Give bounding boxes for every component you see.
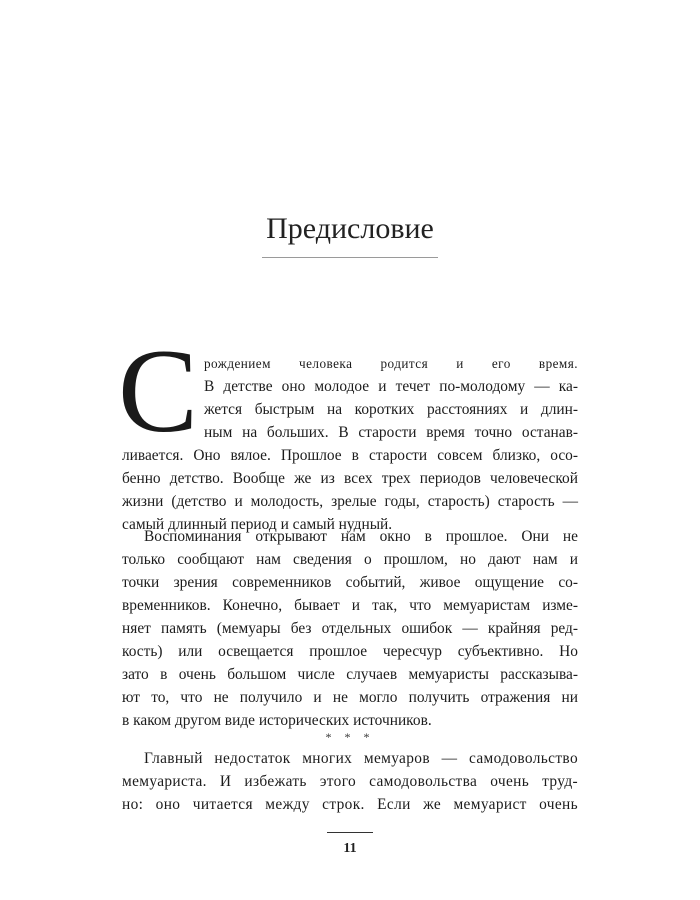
paragraph-2 [122,525,578,732]
text-line: няет память (мемуары без отдельных ошибок — крайняя ред- [122,620,578,637]
small-caps-opening: рождением человека родится и его время. [204,356,578,371]
text-line: временников. Конечно, бывает и так, что мемуаристам изме- [122,597,578,614]
text-line: жизни (детство и молодость, зрелые годы, старость) старость — [122,493,578,510]
text-line: ливается. Оно вялое. Прошлое в старости совсем близко, осо- [122,447,578,464]
section-separator: * * * [325,730,375,744]
page-number: 11 [343,841,357,856]
text-line: но: оно читается между строк. Если же мемуарист очень [122,796,578,813]
text-line: в каком другом виде исторических источников. [122,712,432,729]
page-number-rule [327,832,373,833]
text-line: Главный недостаток многих мемуаров — самодовольство [144,750,578,767]
drop-cap: С [118,324,199,457]
text-line: ют то, что не получило и не могло получить отражения ни [122,689,578,706]
paragraph-3 [122,747,578,816]
text-line: бенно детство. Вообще же из всех трех периодов человеческой [122,470,578,487]
text-line: мемуариста. И избежать этого самодовольства очень труд- [122,773,578,790]
text-line: кость) или освещается прошлое чересчур субъективно. Но [122,643,578,660]
text-line: жется быстрым на коротких расстояниях и длин- [204,401,578,418]
text-line [122,352,578,375]
text-line: ным на больших. В старости время точно останав- [204,424,578,441]
text-line: Воспоминания открывают нам окно в прошлое. Они не [144,528,578,545]
text-line: только сообщают нам сведения о прошлом, но дают нам и [122,551,578,568]
chapter-title: Предисловие [266,212,434,245]
text-line: самый длинный период и самый нудный. [122,516,393,533]
text-line: точки зрения современников событий, живое ощущение со- [122,574,578,591]
text-line: зато в очень большом числе случаев мемуаристы рассказыва- [122,666,578,683]
title-underline [262,257,438,258]
paragraph-1 [122,352,578,536]
text-line: В детстве оно молодое и течет по-молодому — ка- [204,378,578,395]
